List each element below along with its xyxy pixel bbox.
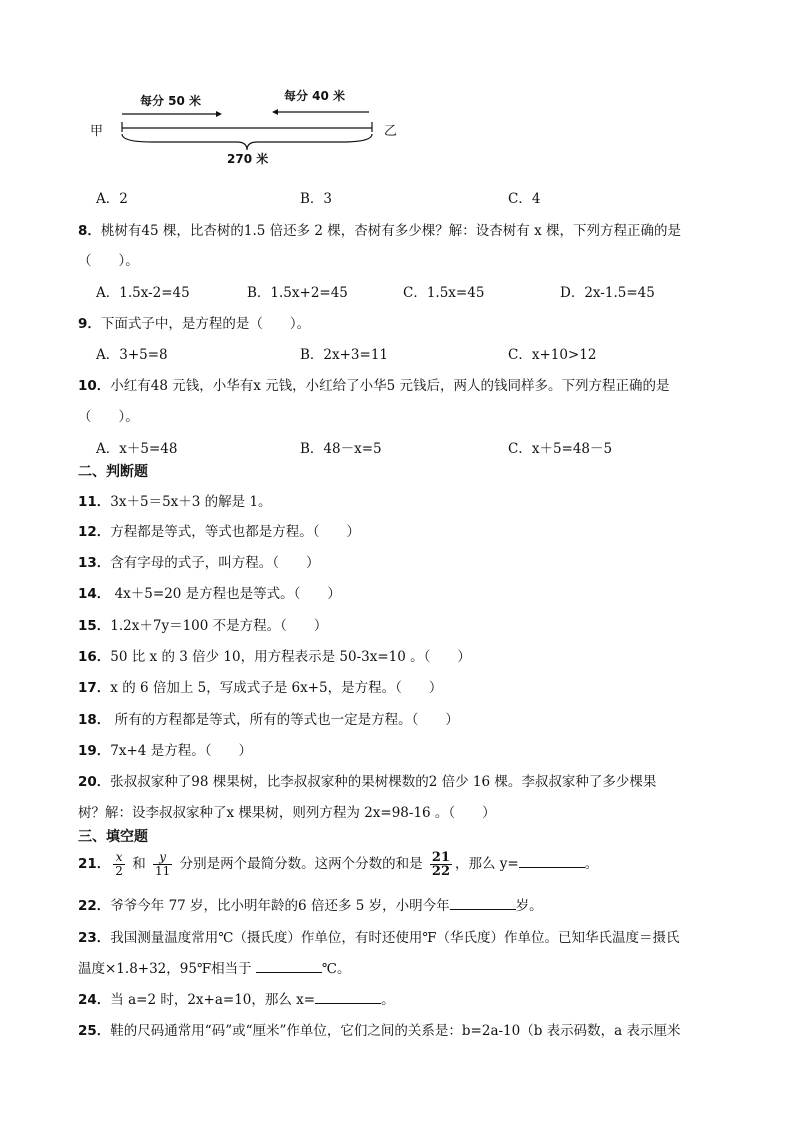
and-text: 和 <box>132 856 146 872</box>
question-number: 25． <box>78 1023 111 1039</box>
question-number: 9． <box>78 316 101 332</box>
fraction-21-over-22: $\frac{21}{22}$ <box>431 850 450 879</box>
point-b-label: 乙 <box>384 124 398 139</box>
question-text: 当 a=2 时，2x+a=10，那么 x= <box>110 992 316 1008</box>
question-text: 我国测量温度常用℃（摄氏度）作单位，有时还使用℉（华氏度）作单位。已知华氏温度＝摄氏 <box>110 930 680 946</box>
q7-option-b: B．3 <box>300 191 333 207</box>
question-number: 24． <box>78 992 111 1008</box>
answer-blank[interactable] <box>315 991 381 1004</box>
question-16 <box>78 645 471 665</box>
distance-label: 270 米 <box>227 152 269 166</box>
question-number: 8． <box>78 223 101 239</box>
question-text: 7x+4 是方程。（ ） <box>110 743 252 759</box>
question-number: 13． <box>78 555 111 571</box>
question-10 <box>78 374 670 394</box>
question-text: 爷爷今年 77 岁，比小明年龄的6 倍还多 5 岁，小明今年 <box>110 898 450 914</box>
q9-option-c: C．x+10>12 <box>508 347 597 363</box>
q9-option-a: A．3+5=8 <box>96 347 168 363</box>
question-11 <box>78 490 272 510</box>
q10-option-a: A．x＋5=48 <box>96 441 178 457</box>
question-23 <box>78 926 680 946</box>
question-text: 4x＋5=20 是方程也是等式。（ ） <box>110 586 341 602</box>
q8-option-c: C．1.5x=45 <box>403 285 485 301</box>
speed-a-label: 每分 50 米 <box>140 94 202 108</box>
question-text: 3x＋5＝5x＋3 的解是 1。 <box>110 494 272 510</box>
question-20-line2: 树？解：设李叔叔家种了x 棵果树，则列方程为 2x=98-16 。（ ） <box>78 805 496 821</box>
question-number: 23． <box>78 930 111 946</box>
question-text: 方程都是等式，等式也都是方程。（ ） <box>110 524 361 540</box>
question-number: 12． <box>78 524 111 540</box>
section-heading-judgement: 二、判断题 <box>78 464 148 480</box>
question-25 <box>78 1019 681 1039</box>
point-a-label: 甲 <box>90 124 104 139</box>
fraction-x-over-2: $\frac{x}{2}$ <box>115 850 123 878</box>
question-text: 小红有48 元钱，小华有x 元钱，小红给了小华5 元钱后，两人的钱同样多。下列方程正确的是 <box>110 378 670 394</box>
question-text: 下面式子中，是方程的是（ ）。 <box>100 316 311 332</box>
question-text: 桃树有45 棵，比杏树的1.5 倍还多 2 棵，杏树有多少棵？解：设杏树有 x 棵，下列方程正确的是 <box>100 223 682 239</box>
question-number: 20． <box>78 774 111 790</box>
question-number: 17． <box>78 680 111 696</box>
q7-option-a: A．2 <box>96 191 128 207</box>
q8-option-a: A．1.5x-2=45 <box>96 285 190 301</box>
end-text: ℃。 <box>321 961 351 977</box>
end-text: 。 <box>381 992 395 1008</box>
q7-option-c: C．4 <box>508 191 541 207</box>
question-10-paren: （ ）。 <box>78 409 139 425</box>
end-punct: 。 <box>584 856 599 872</box>
question-15 <box>78 614 327 634</box>
end-text: 岁。 <box>515 898 543 914</box>
question-text: 鞋的尺码通常用“码”或“厘米”作单位，它们之间的关系是：b=2a-10（b 表示码数，a 表示厘米 <box>110 1023 681 1039</box>
question-number: 18． <box>78 712 111 728</box>
answer-blank[interactable] <box>256 960 322 973</box>
question-text: 50 比 x 的 3 倍少 10，用方程表示是 50-3x=10 。（ ） <box>110 649 471 665</box>
question-17 <box>78 676 442 696</box>
question-8-paren: （ ）。 <box>78 253 139 269</box>
question-number: 19． <box>78 743 111 759</box>
distance-diagram <box>92 84 412 170</box>
question-19 <box>78 739 252 759</box>
question-text: 含有字母的式子，叫方程。（ ） <box>110 555 320 571</box>
question-text: 1.2x＋7y＝100 不是方程。（ ） <box>110 618 328 634</box>
question-22 <box>78 894 543 914</box>
question-23-line2 <box>78 957 351 977</box>
answer-blank[interactable] <box>450 897 516 910</box>
answer-blank[interactable] <box>519 855 585 868</box>
question-text: x 的 6 倍加上 5，写成式子是 6x+5，是方程。（ ） <box>110 680 443 696</box>
question-number: 15． <box>78 618 111 634</box>
question-text: 温度×1.8+32，95℉相当于 <box>78 961 256 977</box>
question-number: 22． <box>78 898 111 914</box>
speed-b-label: 每分 40 米 <box>284 89 346 103</box>
question-number: 11． <box>78 494 111 510</box>
question-8 <box>78 219 681 239</box>
question-24 <box>78 988 395 1008</box>
section-heading-fill-in: 三、填空题 <box>78 829 148 845</box>
q10-option-c: C．x＋5=48－5 <box>508 441 613 457</box>
question-9 <box>78 312 310 332</box>
question-14 <box>78 582 341 602</box>
q10-option-b: B．48－x=5 <box>300 441 382 457</box>
question-18 <box>78 708 459 728</box>
question-20 <box>78 770 656 790</box>
q9-option-b: B．2x+3=11 <box>300 347 389 363</box>
question-text: 分别是两个最简分数。这两个分数的和是 <box>179 856 423 872</box>
question-number: 21． <box>78 856 111 872</box>
question-number: 16． <box>78 649 111 665</box>
question-text: 所有的方程都是等式，所有的等式也一定是方程。（ ） <box>110 712 459 728</box>
question-12 <box>78 520 360 540</box>
question-13 <box>78 551 320 571</box>
question-number: 10． <box>78 378 111 394</box>
question-text: 张叔叔家种了98 棵果树，比李叔叔家种的果树棵数的2 倍少 16 棵。李叔叔家种了多少棵果 <box>110 774 657 790</box>
question-21 <box>78 849 598 879</box>
fraction-y-over-11: $\frac{y}{11}$ <box>155 850 171 878</box>
q8-option-d: D．2x-1.5=45 <box>560 285 655 301</box>
question-number: 14． <box>78 586 111 602</box>
question-tail: ，那么 y= <box>455 856 519 872</box>
q8-option-b: B．1.5x+2=45 <box>247 285 348 301</box>
